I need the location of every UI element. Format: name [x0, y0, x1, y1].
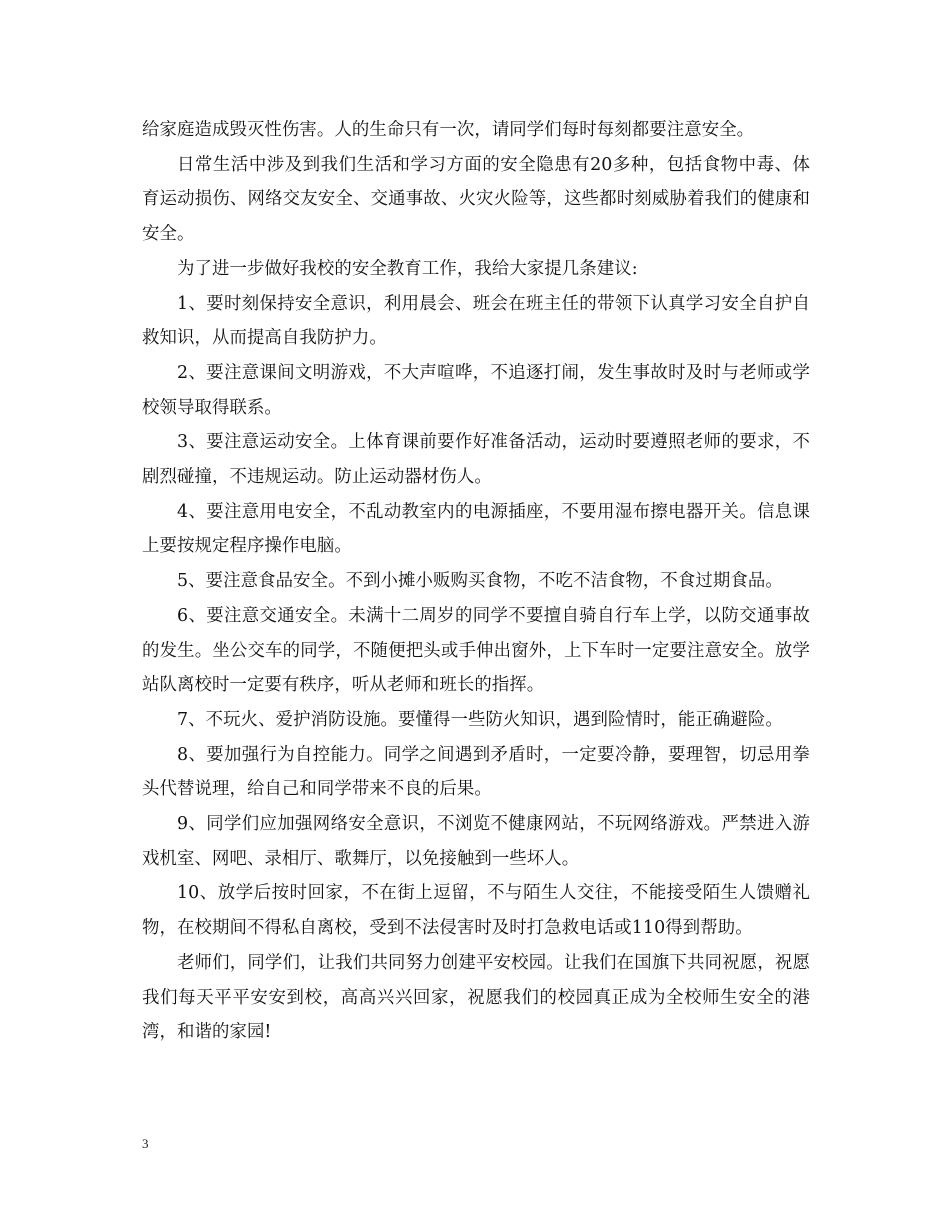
paragraph-suggestions-lead: 为了进一步做好我校的安全教育工作，我给大家提几条建议: [177, 258, 638, 279]
suggestion-item-3: 3、要注意运动安全。上体育课前要作好准备活动，运动时要遵照老师的要求，不剧烈碰撞，不违规运动。防止运动器材伤人。 [142, 432, 810, 488]
document-body [142, 113, 810, 1050]
page-number: 3 [142, 1136, 149, 1151]
suggestion-item-8: 8、要加强行为自控能力。同学之间遇到矛盾时，一定要冷静，要理智，切忌用拳头代替说理，给自己和同学带来不良的后果。 [142, 744, 810, 800]
suggestion-item-2: 2、要注意课间文明游戏，不大声喧哗，不追逐打闹，发生事故时及时与老师或学校领导取得联系。 [142, 362, 810, 418]
paragraph-intro-continuation: 给家庭造成毁灭性伤害。人的生命只有一次，请同学们每时每刻都要注意安全。 [142, 120, 755, 140]
paragraph-safety-hazards: 日常生活中涉及到我们生活和学习方面的安全隐患有20多种，包括食物中毒、体育运动损伤、网络交友安全、交通事故、火灾火险等，这些都时刻威胁着我们的健康和安全。 [142, 154, 810, 245]
suggestion-item-5: 5、要注意食品安全。不到小摊小贩购买食物，不吃不洁食物，不食过期食品。 [177, 571, 783, 592]
suggestion-item-6: 6、要注意交通安全。未满十二周岁的同学不要擅自骑自行车上学，以防交通事故的发生。坐公交车的同学，不随便把头或手伸出窗外，上下车时一定要注意安全。放学站队离校时一定要有秩序，听从老师和班长的指挥。 [142, 605, 810, 696]
paragraph-closing: 老师们，同学们，让我们共同努力创建平安校园。让我们在国旗下共同祝愿，祝愿我们每天平平安安到校，高高兴兴回家，祝愿我们的校园真正成为全校师生安全的港湾，和谐的家园! [142, 952, 810, 1043]
suggestion-item-10: 10、放学后按时回家，不在街上逗留，不与陌生人交往，不能接受陌生人馈赠礼物，在校期间不得私自离校，受到不法侵害时及时打急救电话或110得到帮助。 [142, 883, 810, 939]
suggestion-item-9: 9、同学们应加强网络安全意识，不浏览不健康网站，不玩网络游戏。严禁进入游戏机室、网吧、录相厅、歌舞厅，以免接触到一些坏人。 [142, 814, 810, 869]
suggestion-item-1: 1、要时刻保持安全意识，利用晨会、班会在班主任的带领下认真学习安全自护自救知识，从而提高自我防护力。 [142, 293, 810, 349]
suggestion-item-7: 7、不玩火、爱护消防设施。要懂得一些防火知识，遇到险情时，能正确避险。 [177, 709, 783, 730]
suggestion-item-4: 4、要注意用电安全，不乱动教室内的电源插座，不要用湿布擦电器开关。信息课上要按规定程序操作电脑。 [142, 501, 810, 557]
